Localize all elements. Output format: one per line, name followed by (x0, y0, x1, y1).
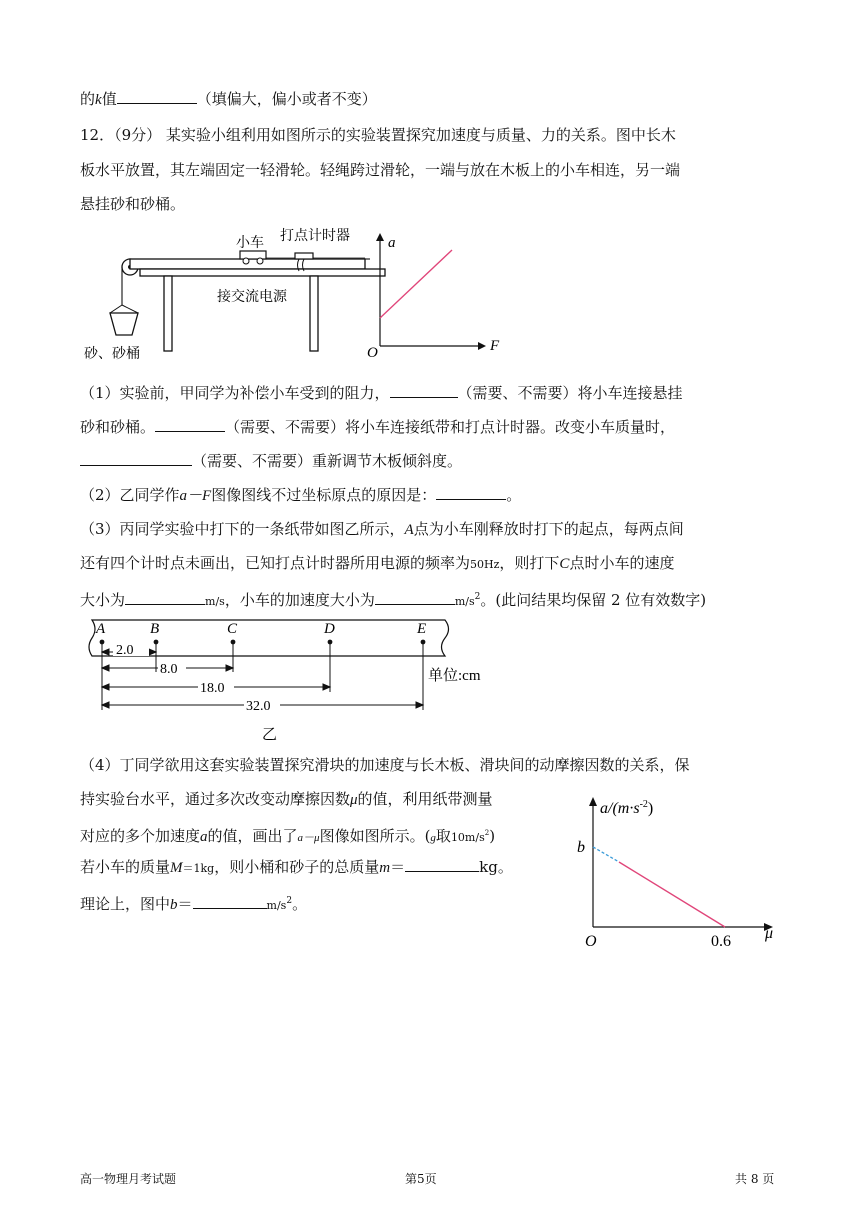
answer-blank-1b[interactable] (155, 415, 225, 432)
p2-text: 。 (506, 486, 522, 504)
tape-unit-label: 单位:cm (428, 668, 481, 684)
f-axis-label: F (490, 338, 500, 354)
p1-text: （1）实验前，甲同学为补偿小车受到的阻力， (80, 384, 390, 402)
q11-text-pre: 的 (80, 90, 96, 108)
tape-label-c: C (227, 621, 238, 637)
footer-left: 高一物理月考试题 (80, 1172, 177, 1186)
a-mu-y-label: $a/(m\cdot s^{-2})$ (600, 799, 654, 817)
p4-line-5: 理论上，图中$b= m/s^2$。 (80, 889, 560, 918)
p4-text: ) (489, 827, 496, 845)
frequency-value: 50Hz (470, 558, 500, 571)
a-mu-line (619, 862, 725, 927)
p4-text: 若小车的质量 (80, 858, 171, 876)
p2-line (80, 483, 780, 508)
p4-text: ＝ (390, 858, 406, 876)
car-icon (240, 251, 266, 259)
p4-line-4 (80, 855, 575, 881)
p4-text: ，则小桶和砂子的总质量 (214, 858, 380, 876)
timer-icon (295, 253, 313, 259)
tape-label-a: A (96, 621, 106, 637)
g-symbol: g (430, 832, 436, 844)
g-value: 10m/s (450, 831, 485, 844)
p4-text: 。 (292, 895, 308, 913)
tape-label-b: B (150, 621, 160, 637)
q11-text-mid: 值 (101, 90, 117, 108)
p4-text: 持实验台水平，通过多次改变动摩擦因数 (80, 790, 351, 808)
q12-intro-line-1: 12．（9分） 某实验小组利用如图所示的实验装置探究加速度与质量、力的关系。图中长木 (80, 126, 676, 144)
p4-text: 。 (497, 858, 513, 876)
p4-text: ＝ (177, 895, 193, 913)
p1-line-3 (80, 449, 780, 473)
bucket-icon (110, 313, 138, 335)
car-label: 小车 (236, 236, 264, 251)
p4-text: 对应的多个加速度 (80, 827, 201, 845)
p4-text: 图像如图所示。( (319, 827, 431, 845)
unit-ms2: m/s (266, 899, 287, 912)
k-symbol: k (95, 92, 102, 108)
answer-blank-1a[interactable] (390, 381, 458, 398)
apparatus-figure (80, 225, 520, 370)
table-top (140, 269, 385, 276)
mass-value: ＝1kg (182, 862, 215, 875)
point-c-symbol: C (559, 556, 570, 572)
m-big-symbol: M (170, 860, 183, 876)
p3-text: 大小为 (80, 591, 126, 609)
a-mu-x-tick: 0.6 (711, 933, 731, 950)
dist-ad: 18.0 (200, 681, 225, 696)
p1-text: （需要、不需要）将小车连接纸带和打点计时器。改变小车质量时， (225, 418, 676, 436)
bucket-label: 砂、砂桶 (84, 347, 140, 362)
p4-text: 理论上，图中 (80, 895, 171, 913)
a-mu-x-label: μ (765, 925, 774, 942)
p3-line-2 (80, 551, 780, 577)
p4-text: 的值，画出了 (207, 827, 298, 845)
p3-text: 点时小车的速度 (569, 554, 675, 572)
b-symbol: b (170, 897, 178, 913)
q12-intro-line-3: 悬挂砂和砂桶。 (80, 195, 186, 213)
answer-blank-4a[interactable] (405, 855, 479, 872)
a-mu-graph (575, 790, 785, 960)
answer-blank-4b[interactable] (193, 892, 267, 909)
unit-ms: m/s (205, 595, 225, 608)
a-f-graph (367, 233, 500, 361)
m-small-symbol: m (379, 860, 391, 876)
p3-text: （3）丙同学实验中打下的一条纸带如图乙所示， (80, 520, 405, 538)
p3-text: 还有四个计时点未画出，已知打点计时器所用电源的频率为 (80, 554, 471, 572)
tape-caption: 乙 (262, 727, 278, 743)
tape-label-e: E (417, 621, 427, 637)
a-mu-symbol: a－μ (297, 832, 320, 844)
answer-blank-2[interactable] (436, 483, 506, 500)
p3-line-1 (80, 517, 780, 542)
p1-text: 砂和砂桶。 (80, 418, 156, 436)
power-label: 接交流电源 (217, 290, 287, 305)
p2-text: 图像图线不过坐标原点的原因是： (211, 486, 437, 504)
tape-label-d: D (324, 621, 335, 637)
dist-ab: 2.0 (116, 643, 134, 658)
p3-text: 。(此问结果均保留 2 位有效数字) (480, 591, 707, 609)
answer-blank-3b[interactable] (375, 588, 455, 605)
a-axis-label: a (388, 235, 396, 251)
footer-total-pages: 共 8 页 (735, 1172, 775, 1186)
p4-line-1: （4）丁同学欲用这套实验装置探究滑块的加速度与长木板、滑块间的动摩擦因数的关系，保 (80, 756, 690, 774)
p4-text: 的值，利用纸带测量 (357, 790, 493, 808)
point-a-symbol: A (404, 522, 414, 538)
a-symbol: a (200, 829, 208, 845)
timer-label: 打点计时器 (280, 229, 350, 244)
p4-line-3: 对应的多个加速度a的值，画出了a－μ图像如图所示。(g取$10m/s^2$) (80, 827, 496, 845)
p3-text: 点为小车刚释放时打下的起点，每两点间 (413, 520, 684, 538)
a-mu-b-label: b (577, 839, 585, 856)
footer-page-number: 第5页 (405, 1172, 437, 1186)
q12-intro-line-2: 板水平放置，其左端固定一轻滑轮。轻绳跨过滑轮，一端与放在木板上的小车相连，另一端 (80, 161, 681, 179)
p1-line-2 (80, 415, 780, 439)
answer-blank-1c[interactable] (80, 449, 192, 466)
q11-tail-line (80, 87, 780, 112)
p2-text: （2）乙同学作 (80, 486, 180, 504)
a-mu-origin-label: O (585, 933, 597, 950)
dist-ac: 8.0 (160, 662, 178, 677)
a-f-line (380, 250, 452, 318)
p4-text: 取 (435, 827, 451, 845)
p3-line-3: 大小为 m/s，小车的加速度大小为 $m/s^2$。(此问结果均保留 2 位有效数字) (80, 585, 780, 614)
a-f-symbol: a－F (179, 488, 212, 504)
p1-line-1 (80, 381, 780, 405)
q11-text-post: （填偏大，偏小或者不变） (196, 90, 377, 108)
answer-blank-3a[interactable] (125, 588, 205, 605)
paper-tape-figure (80, 612, 520, 747)
p1-text: （需要、不需要）将小车连接悬挂 (457, 384, 683, 402)
p3-text: ，小车的加速度大小为 (224, 591, 375, 609)
p1-text: （需要、不需要）重新调节木板倾斜度。 (192, 452, 463, 470)
p3-text: ，则打下 (499, 554, 560, 572)
unit-ms2: m/s (454, 595, 475, 608)
answer-blank-k[interactable] (117, 87, 197, 104)
a-mu-dashed-extension (593, 847, 619, 862)
a-f-origin-label: O (367, 345, 378, 361)
unit-kg: kg (479, 858, 498, 876)
mu-symbol: μ (350, 792, 358, 808)
dist-ae: 32.0 (246, 699, 271, 714)
